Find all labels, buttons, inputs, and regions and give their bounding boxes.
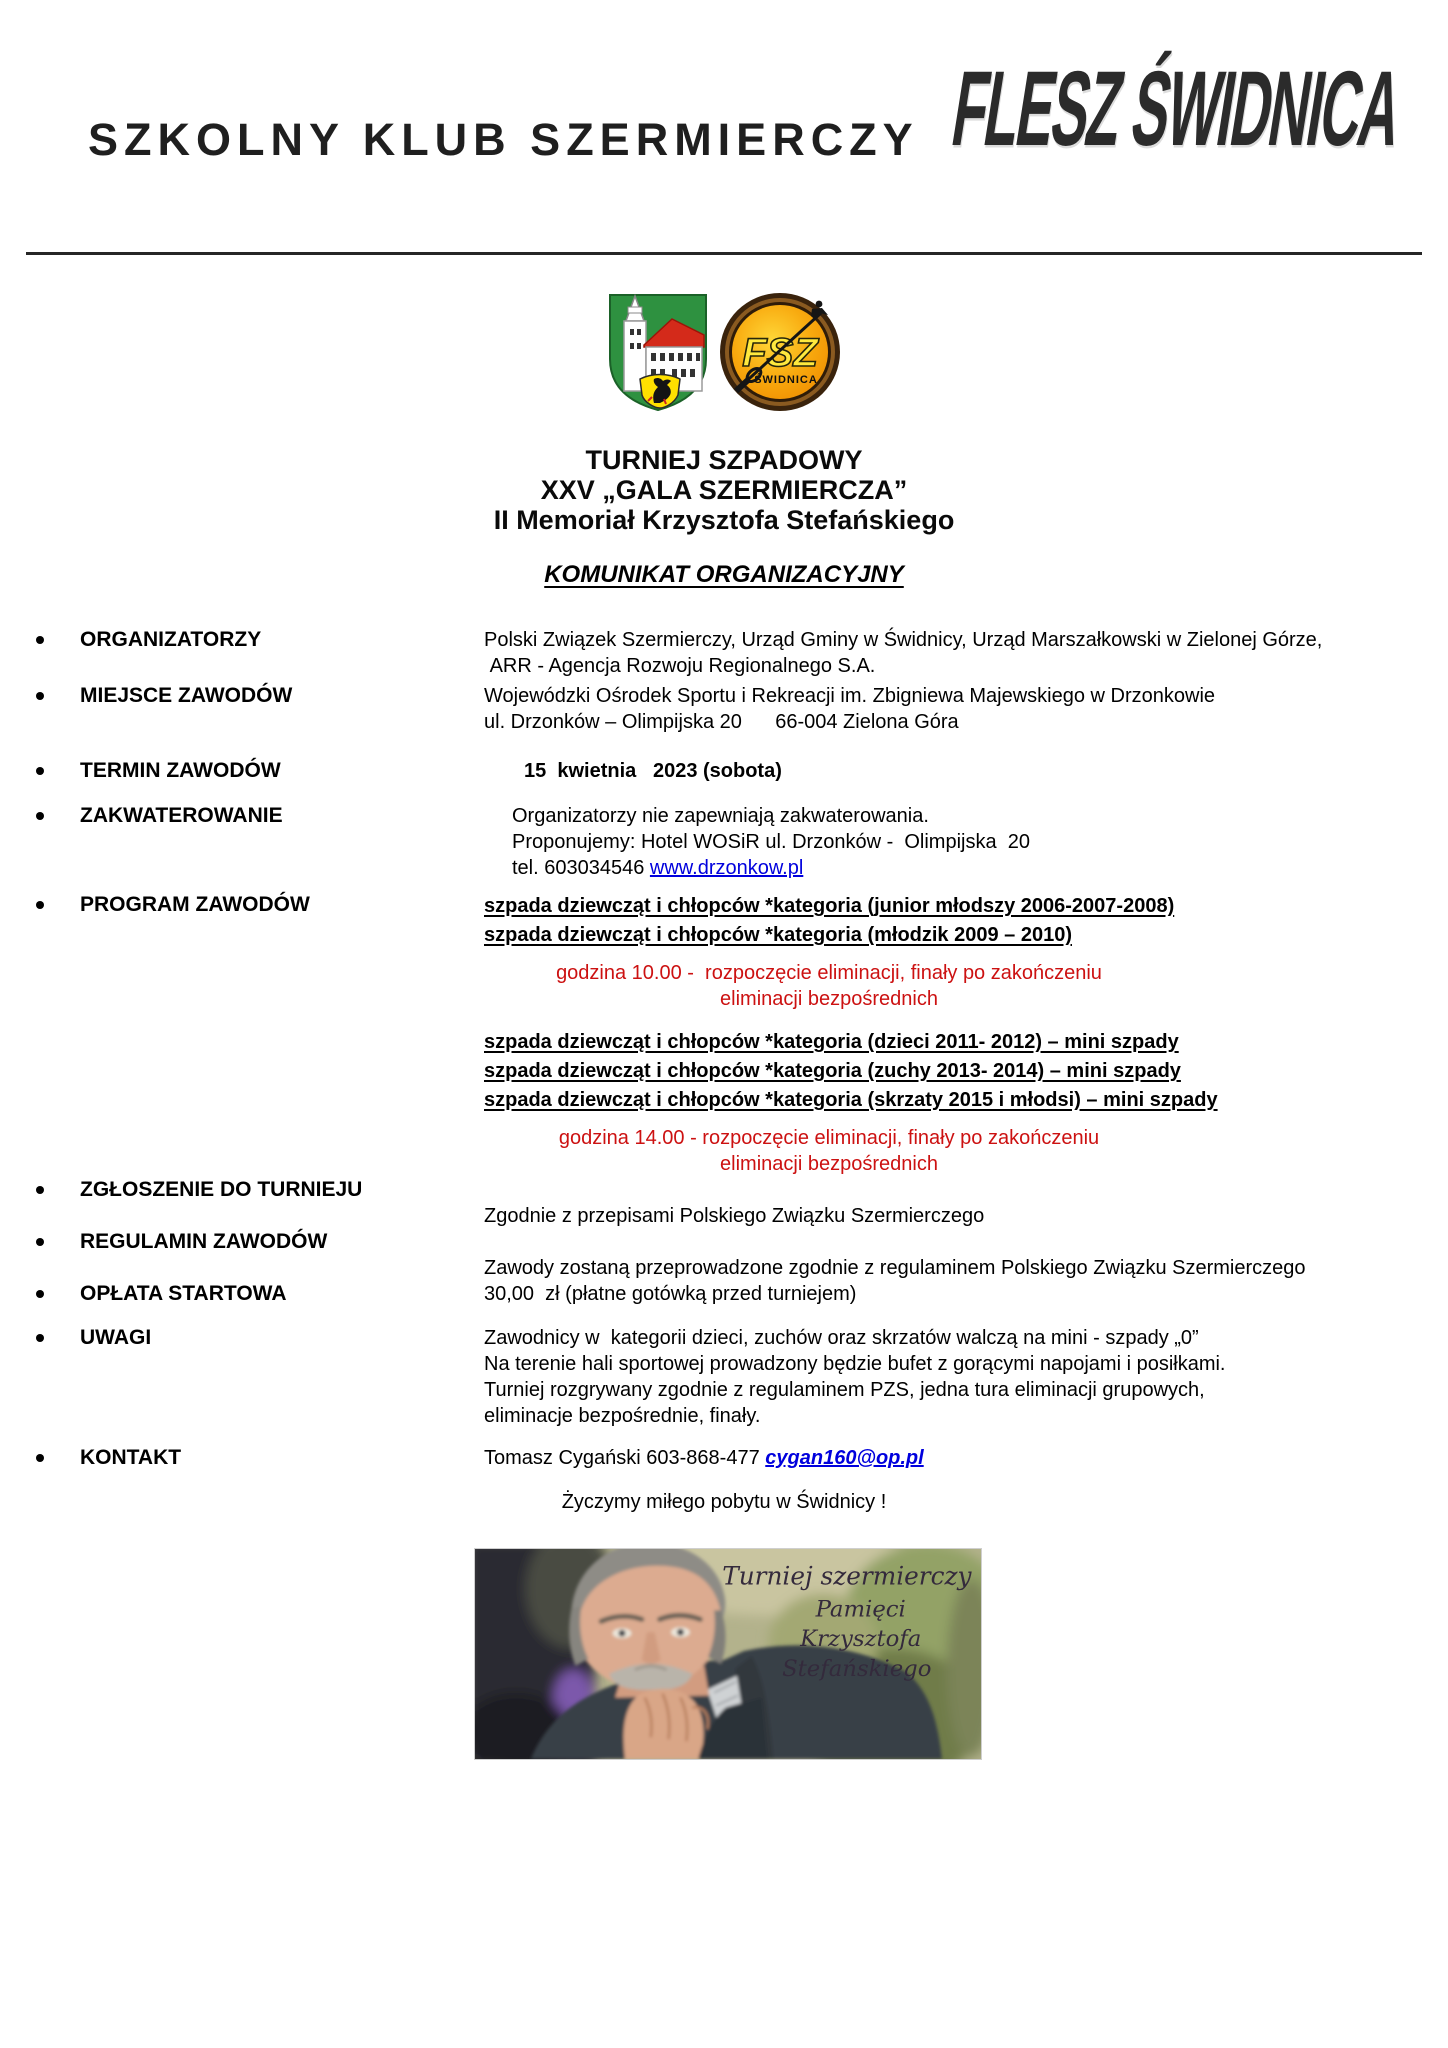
section-row-regulamin bbox=[0, 1229, 1448, 1255]
title-line-2: XXV „GALA SZERMIERCZA” bbox=[540, 475, 908, 505]
title-line-3: II Memoriał Krzysztofa Stefańskiego bbox=[493, 505, 955, 535]
section-row-kontakt bbox=[0, 1445, 1448, 1471]
section-label: ZGŁOSZENIE DO TURNIEJU bbox=[80, 1178, 363, 1201]
closing-greeting: Życzymy miłego pobytu w Świdnicy ! bbox=[561, 1491, 887, 1513]
section-text-line: Proponujemy: Hotel WOSiR ul. Drzonków - Olimpijska 20 bbox=[512, 831, 1030, 853]
schedule-note-line: godzina 14.00 - rozpoczęcie eliminacji, finały po zakończeniu bbox=[558, 1127, 1100, 1149]
bullet-icon bbox=[36, 1238, 44, 1246]
title-block bbox=[0, 445, 1448, 535]
section-content-zgloszenie bbox=[0, 1203, 1448, 1229]
sections bbox=[0, 627, 1448, 1471]
section-label: REGULAMIN ZAWODÓW bbox=[80, 1230, 328, 1253]
section-label: ORGANIZATORZY bbox=[80, 628, 262, 651]
communique-heading: KOMUNIKAT ORGANIZACYJNY bbox=[544, 561, 904, 588]
contact-line bbox=[484, 1445, 1420, 1471]
logo-row bbox=[0, 291, 1448, 413]
section-row-zgloszenie bbox=[0, 1177, 1448, 1203]
section-row-zakwaterowanie bbox=[0, 803, 1448, 881]
bullet-icon bbox=[36, 692, 44, 700]
bullet-icon bbox=[36, 1290, 44, 1298]
schedule-note-morning bbox=[484, 960, 1174, 1012]
phone-text: tel. 603034546 bbox=[512, 857, 650, 879]
bullet-icon bbox=[36, 901, 44, 909]
section-label: PROGRAM ZAWODÓW bbox=[80, 893, 310, 916]
section-text-line: Na terenie hali sportowej prowadzony będzie bufet z gorącymi napojami i posiłkami. bbox=[484, 1353, 1226, 1375]
section-label: KONTAKT bbox=[80, 1446, 182, 1469]
section-row-program bbox=[0, 892, 1448, 1177]
badge-town: ŚWIDNICA bbox=[754, 374, 818, 386]
photo-caption-line: Pamięci bbox=[815, 1596, 906, 1623]
club-name-text: SZKOLNY KLUB SZERMIERCZY bbox=[88, 114, 919, 165]
bullet-icon bbox=[36, 1334, 44, 1342]
section-row-oplata bbox=[0, 1281, 1448, 1307]
section-label: OPŁATA STARTOWA bbox=[80, 1282, 287, 1305]
section-text-line: Wojewódzki Ośrodek Sportu i Rekreacji im. Zbigniewa Majewskiego w Drzonkowie bbox=[484, 685, 1216, 707]
program-category-line: szpada dziewcząt i chłopców *kategoria (skrzaty 2015 i młodsi) – mini szpady bbox=[484, 1089, 1218, 1111]
section-content-regulamin bbox=[0, 1255, 1448, 1281]
contact-person-text: Tomasz Cygański 603-868-477 bbox=[484, 1447, 766, 1469]
memorial-photo bbox=[474, 1548, 982, 1760]
bullet-icon bbox=[36, 812, 44, 820]
schedule-note-line: eliminacji bezpośrednich bbox=[720, 1153, 938, 1175]
section-row-termin bbox=[0, 758, 1448, 784]
section-label: ZAKWATEROWANIE bbox=[80, 804, 283, 827]
flesz-club-badge-logo bbox=[718, 291, 842, 413]
contact-email-link[interactable]: cygan160@op.pl bbox=[765, 1447, 924, 1469]
schedule-note-line: eliminacji bezpośrednich bbox=[720, 988, 938, 1010]
photo-caption-line: Turniej szermierczy bbox=[722, 1561, 972, 1591]
bullet-icon bbox=[36, 1186, 44, 1194]
section-text-line: Zgodnie z przepisami Polskiego Związku Szermierczego bbox=[484, 1205, 985, 1227]
bullet-icon bbox=[36, 1454, 44, 1462]
section-text-line: ARR - Agencja Rozwoju Regionalnego S.A. bbox=[484, 655, 876, 677]
section-text-line: Zawodnicy w kategorii dzieci, zuchów oraz skrzatów walczą na mini - szpady „0” bbox=[484, 1327, 1199, 1349]
section-label: TERMIN ZAWODÓW bbox=[80, 759, 281, 782]
program-category-line: szpada dziewcząt i chłopców *kategoria (zuchy 2013- 2014) – mini szpady bbox=[484, 1060, 1181, 1082]
section-text-line: Organizatorzy nie zapewniają zakwaterowania. bbox=[512, 805, 929, 827]
entry-fee-text: 30,00 zł (płatne gotówką przed turniejem) bbox=[484, 1283, 857, 1305]
masthead bbox=[0, 0, 1448, 252]
bullet-icon bbox=[36, 636, 44, 644]
section-row-miejsce bbox=[0, 683, 1448, 735]
section-label: UWAGI bbox=[80, 1326, 152, 1349]
schedule-note-line: godzina 10.00 - rozpoczęcie eliminacji, finały po zakończeniu bbox=[556, 962, 1102, 984]
event-date-text: 15 kwietnia 2023 (sobota) bbox=[524, 760, 782, 782]
photo-caption-line: Krzysztofa bbox=[800, 1626, 922, 1653]
section-text-line bbox=[484, 855, 1420, 881]
photo-caption-line: Stefańskiego bbox=[782, 1655, 932, 1682]
swidnica-coat-of-arms-logo bbox=[606, 291, 710, 413]
section-label: MIEJSCE ZAWODÓW bbox=[80, 684, 293, 707]
section-text-line: ul. Drzonków – Olimpijska 20 66-004 Zielona Góra bbox=[484, 711, 959, 733]
section-text-line: Zawody zostaną przeprowadzone zgodnie z regulaminem Polskiego Związku Szermierczego bbox=[484, 1257, 1306, 1279]
header-divider bbox=[26, 252, 1422, 255]
schedule-note-afternoon bbox=[484, 1125, 1174, 1177]
badge-letters: FSZ bbox=[742, 331, 818, 375]
program-category-line: szpada dziewcząt i chłopców *kategoria (dzieci 2011- 2012) – mini szpady bbox=[484, 1031, 1179, 1053]
club-logo-text: FLESZ ŚWIDNICA bbox=[944, 49, 1408, 169]
program-category-line: szpada dziewcząt i chłopców *kategoria (młodzik 2009 – 2010) bbox=[484, 924, 1072, 946]
section-row-uwagi bbox=[0, 1325, 1448, 1429]
section-text-line: Polski Związek Szermierczy, Urząd Gminy w Świdnicy, Urząd Marszałkowski w Zielonej Górze, bbox=[484, 629, 1323, 651]
section-row-organizatorzy bbox=[0, 627, 1448, 679]
program-category-line: szpada dziewcząt i chłopców *kategoria (junior młodszy 2006-2007-2008) bbox=[484, 895, 1175, 917]
title-line-1: TURNIEJ SZPADOWY bbox=[585, 445, 863, 475]
bullet-icon bbox=[36, 767, 44, 775]
section-text-line: Turniej rozgrywany zgodnie z regulaminem PZS, jedna tura eliminacji grupowych, bbox=[484, 1379, 1205, 1401]
hotel-website-link[interactable]: www.drzonkow.pl bbox=[649, 857, 804, 879]
section-text-line: eliminacje bezpośrednie, finały. bbox=[484, 1405, 761, 1427]
